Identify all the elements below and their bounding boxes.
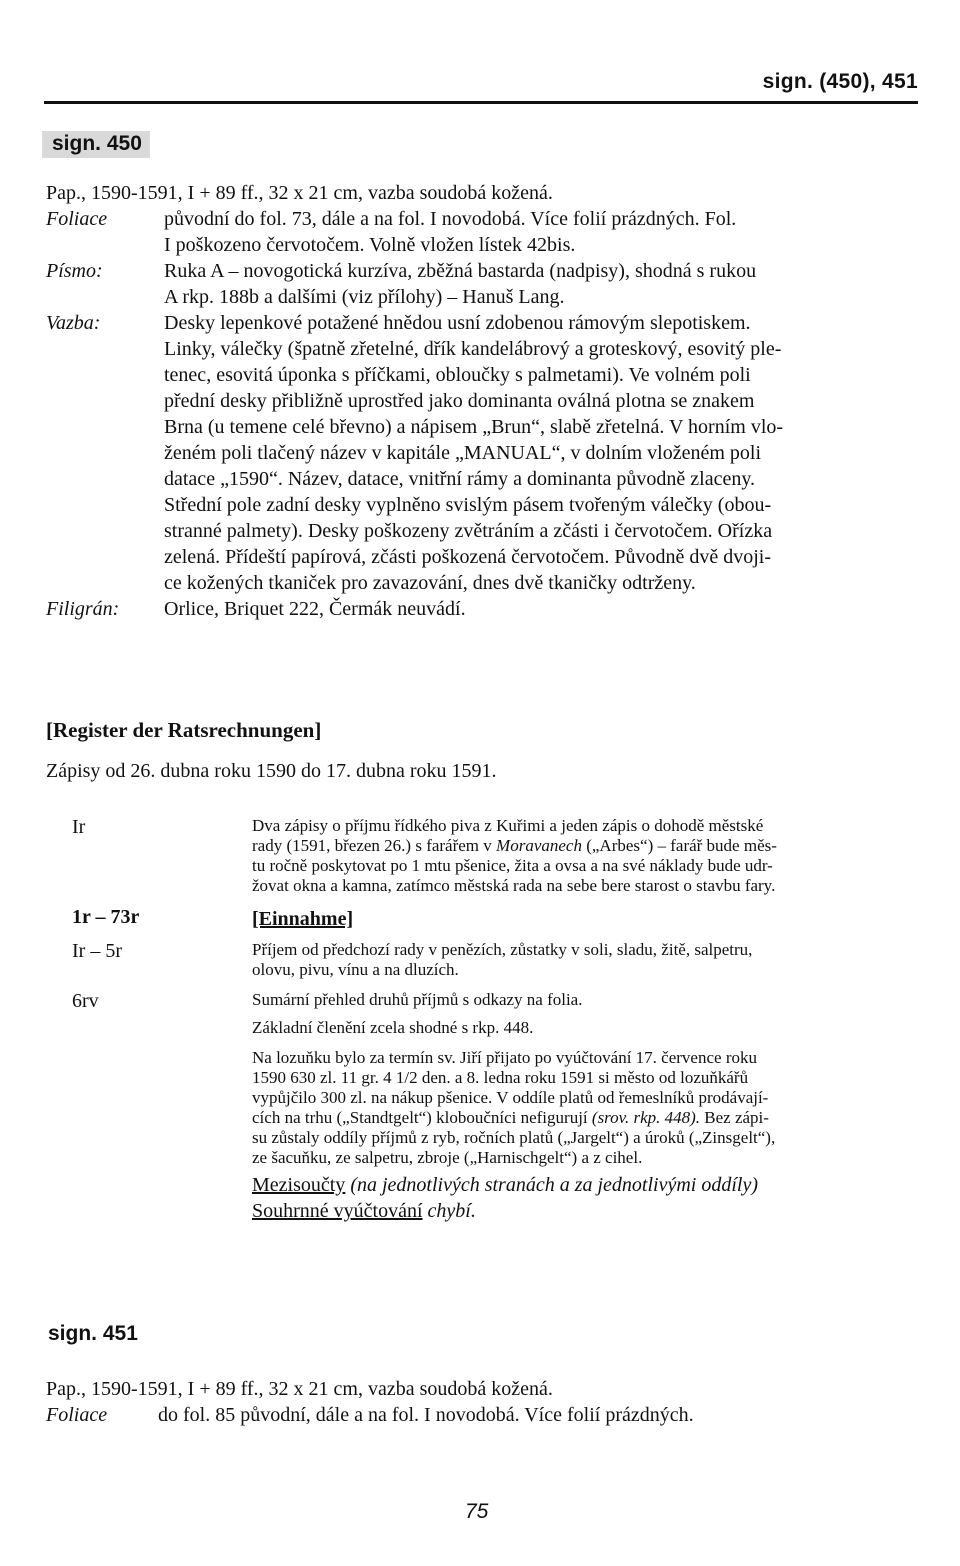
header-rule — [44, 101, 918, 104]
place-name: Moravanech — [496, 836, 582, 855]
text-part: cích na trhu („Standtgelt“) kloboučníci nefigurují — [252, 1108, 592, 1127]
subtotals-note: (na jednotlivých stranách a za jednotlivými oddíly) — [350, 1174, 758, 1196]
text-line: A rkp. 188b a dalšími (viz přílohy) – Hanuš Lang. — [164, 286, 565, 308]
text-line: přední desky přibližně uprostřed jako dominanta oválná plotna se znakem — [164, 390, 755, 412]
text-line: Příjem od předchozí rady v penězích, zůstatky v soli, sladu, žitě, salpetru, — [252, 940, 753, 959]
vazba-field — [46, 310, 918, 596]
folio-ref: 6rv — [72, 990, 99, 1012]
pismo-field — [46, 258, 918, 310]
text-line: tu ročně poskytovat po 1 mtu pšenice, žita a ovsa a na své náklady bude udr- — [252, 856, 773, 875]
summary-line — [252, 1198, 920, 1224]
foliace-field — [46, 1402, 694, 1428]
text-line: su zůstaly oddíly příjmů z ryb, ročních platů („Jargelt“) a úroků („Zinsgelt“), — [252, 1128, 776, 1147]
text-line: tenec, esovitá úponka s příčkami, obloučky s palmetami). Ve volném poli — [164, 364, 751, 386]
text-line: ce kožených tkaniček pro zavazování, dnes dvě tkaničky odtrženy. — [164, 572, 696, 594]
text-line: původní do fol. 73, dále a na fol. I novodobá. Více folií prázdných. Fol. — [164, 208, 737, 230]
filigran-field — [46, 596, 918, 622]
text-line: I poškozeno červotočem. Volně vložen lístek 42bis. — [164, 234, 576, 256]
text-line: Linky, válečky (špatně zřetelné, dřík kandelábrový a groteskový, esovitý ple- — [164, 338, 782, 360]
list-item — [72, 1048, 922, 1168]
running-head: sign. (450), 451 — [762, 70, 918, 93]
sign-451-description — [46, 1376, 694, 1428]
intro-line: Pap., 1590-1591, I + 89 ff., 32 x 21 cm, vazba soudobá kožená. — [46, 1378, 553, 1400]
text-line: Dva zápisy o příjmu řídkého piva z Kuřimi a jeden zápis o dohodě městské — [252, 816, 764, 835]
text-line: Na lozuňku bylo za termín sv. Jiří přijato po vyúčtování 17. července roku — [252, 1048, 757, 1067]
field-label: Písmo: — [46, 260, 103, 282]
field-label: Foliace — [46, 208, 108, 230]
text-line: Desky lepenkové potažené hnědou usní zdobenou rámovým slepotiskem. — [164, 312, 751, 334]
text-line: olovu, pivu, vínu a na dluzích. — [252, 960, 459, 979]
cross-reference: (srov. rkp. 448). — [591, 1108, 701, 1127]
field-label: Foliace — [46, 1404, 108, 1426]
text-line: stranné palmety). Desky poškozeny zvětráním a zčásti i červotočem. Ořízka — [164, 520, 773, 542]
text-line: Základní členění zcela shodné s rkp. 448. — [252, 1018, 534, 1037]
field-label: Vazba: — [46, 312, 101, 334]
text-line — [252, 836, 920, 856]
field-label: Filigrán: — [46, 598, 120, 620]
text-line: datace „1590“. Název, datace, vnitřní rámy a dominanta původně zlaceny. — [164, 468, 756, 490]
list-item — [72, 1018, 922, 1038]
sign-451-heading: sign. 451 — [48, 1322, 138, 1345]
text-line: vypůjčilo 300 zl. na nákup pšenice. V oddíle platů od řemeslníků prodávají- — [252, 1088, 769, 1107]
text-part: („Arbes“) – farář bude měs- — [581, 836, 777, 855]
text-line: Střední pole zadní desky vyplněno svislým pásem tvořeným válečky (obou- — [164, 494, 772, 516]
folio-ref: Ir — [72, 816, 86, 838]
subtotals-line — [252, 1172, 920, 1198]
text-part: Bez zápi- — [700, 1108, 769, 1127]
sign-450-description — [46, 180, 918, 622]
list-item — [72, 1172, 922, 1224]
text-line: žovat okna a kamna, zatímco městská rada na sebe bere starost o stavbu fary. — [252, 876, 776, 895]
foliace-field — [46, 206, 918, 258]
list-item — [72, 940, 922, 980]
list-item — [72, 906, 922, 932]
list-item — [72, 816, 922, 896]
page-number: 75 — [465, 1500, 489, 1523]
intro-line: Pap., 1590-1591, I + 89 ff., 32 x 21 cm, vazba soudobá kožená. — [46, 182, 553, 204]
folio-ref: Ir – 5r — [72, 940, 122, 962]
text-line: ženém poli tlačený název v kapitále „MANUAL“, v dolním vloženém poli — [164, 442, 762, 464]
register-dates: Zápisy od 26. dubna roku 1590 do 17. dubna roku 1591. — [46, 760, 497, 782]
summary-label: Souhrnné vyúčtování — [252, 1200, 423, 1222]
register-title: [Register der Ratsrechnungen] — [46, 718, 322, 742]
text-part: rady (1591, březen 26.) s farářem v — [252, 836, 497, 855]
text-line: Ruka A – novogotická kurzíva, zběžná bastarda (nadpisy), shodná s rukou — [164, 260, 757, 282]
text-line: 1590 630 zl. 11 gr. 4 1/2 den. a 8. ledna roku 1591 si město od lozuňkářů — [252, 1068, 749, 1087]
text-line: Brna (u temene celé břevno) a nápisem „Brun“, slabě zřetelná. V horním vlo- — [164, 416, 784, 438]
sign-450-heading: sign. 450 — [42, 131, 150, 158]
register-entries — [72, 816, 922, 1224]
text-line: zelená. Přídeští papírová, zčásti poškozená červotočem. Původně dvě dvoji- — [164, 546, 772, 568]
summary-note: chybí. — [427, 1200, 476, 1222]
text-line: Orlice, Briquet 222, Čermák neuvádí. — [164, 598, 466, 620]
text-line: Sumární přehled druhů příjmů s odkazy na folia. — [252, 990, 583, 1009]
list-item — [72, 990, 922, 1010]
text-line: ze šacuňku, ze salpetru, zbroje („Harnischgelt“) a z cihel. — [252, 1148, 643, 1167]
folio-ref: 1r – 73r — [72, 906, 140, 928]
subtotals-label: Mezisoučty — [252, 1174, 346, 1196]
text-line — [252, 1108, 920, 1128]
section-heading: [Einnahme] — [252, 908, 354, 930]
text-line: do fol. 85 původní, dále a na fol. I novodobá. Více folií prázdných. — [158, 1404, 694, 1426]
